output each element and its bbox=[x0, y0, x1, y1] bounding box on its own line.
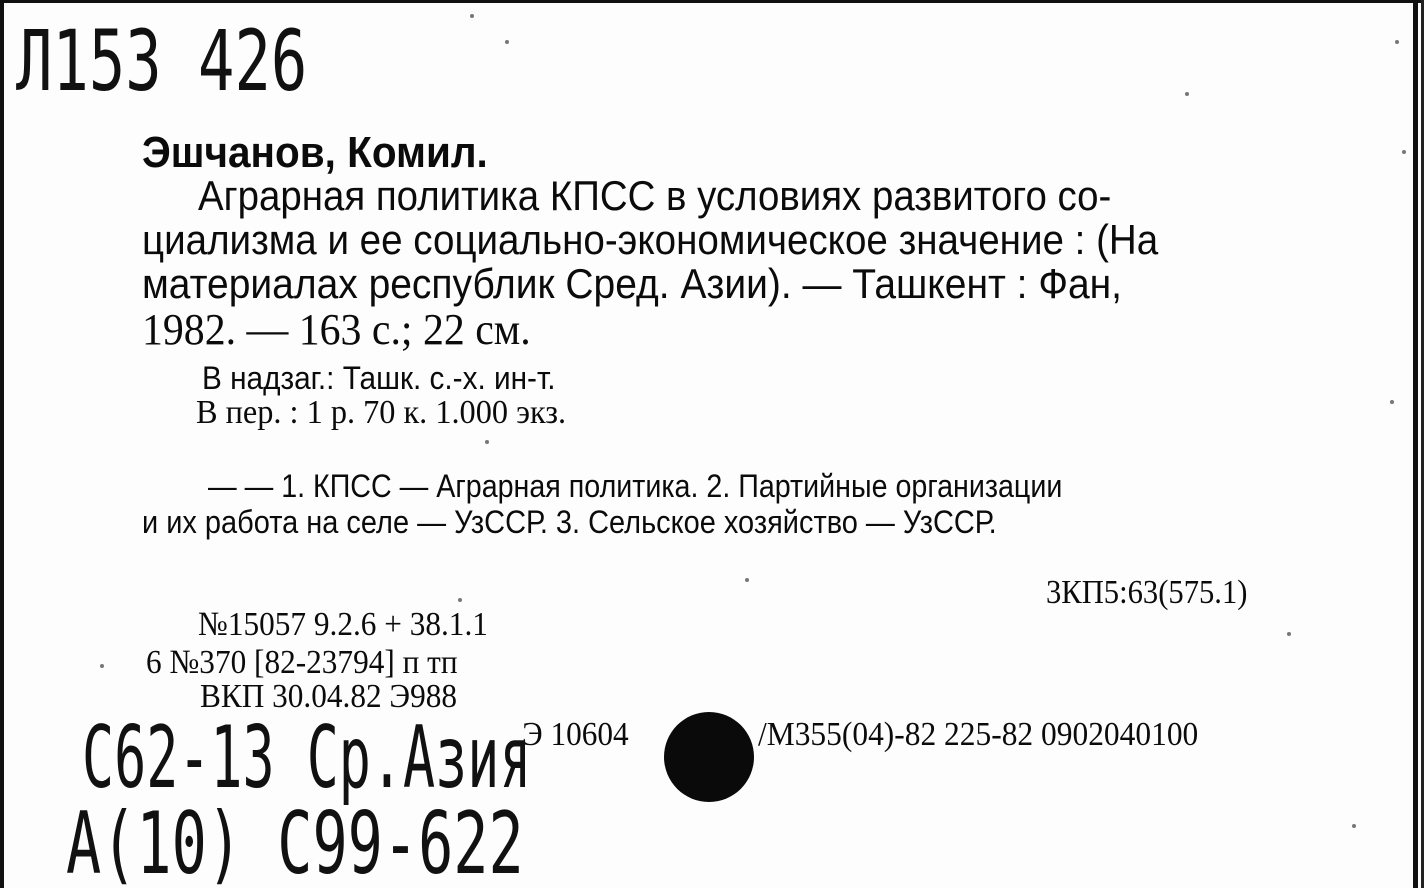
subject-line-2: и их работа на селе — УзССР. 3. Сельское хозяйство — УзССР. bbox=[142, 504, 997, 540]
handwritten-line-2: А(10) С99-622 bbox=[66, 794, 524, 894]
speck bbox=[1287, 632, 1291, 636]
handwritten-line-1: С62-13 Ср.Азия bbox=[82, 708, 532, 808]
speck bbox=[100, 664, 104, 668]
subject-line-1: — — 1. КПСС — Аграрная политика. 2. Партийные организации bbox=[208, 468, 1063, 504]
author-heading: Эшчанов, Комил. bbox=[142, 128, 488, 177]
index-code-right: /М355(04)-82 225-82 0902040100 bbox=[758, 716, 1199, 753]
speck bbox=[1185, 92, 1189, 96]
card-left-edge bbox=[0, 0, 4, 888]
card-top-edge bbox=[0, 0, 1424, 3]
note-price-line: В пер. : 1 р. 70 к. 1.000 экз. bbox=[196, 394, 567, 431]
speck bbox=[1352, 824, 1356, 828]
speck bbox=[745, 578, 749, 582]
speck bbox=[470, 14, 474, 18]
title-line-4: 1982. — 163 с.; 22 см. bbox=[142, 305, 531, 354]
card-right-edge bbox=[1413, 0, 1418, 888]
title-line-3: материалах республик Сред. Азии). — Ташкент : Фан, bbox=[142, 260, 1122, 307]
tech-line-3: ВКП 30.04.82 Э988 bbox=[200, 678, 458, 715]
speck bbox=[1390, 400, 1394, 404]
speck bbox=[505, 40, 509, 44]
tech-line-1: №15057 9.2.6 + 38.1.1 bbox=[198, 606, 488, 643]
punch-hole bbox=[664, 712, 754, 802]
shelf-mark: Л153 426 bbox=[16, 12, 308, 110]
speck bbox=[485, 440, 489, 444]
speck bbox=[1395, 40, 1399, 44]
index-code-left: Э 10604 bbox=[522, 716, 629, 753]
tech-line-2: 6 №370 [82-23794] п тп bbox=[146, 644, 458, 681]
speck bbox=[1402, 150, 1406, 154]
classification-code: 3КП5:63(575.1) bbox=[1046, 574, 1248, 611]
title-line-1: Аграрная политика КПСС в условиях развитого со- bbox=[198, 172, 1112, 219]
speck bbox=[458, 598, 462, 602]
note-heading-line: В надзаг.: Ташк. с.-х. ин-т. bbox=[202, 360, 556, 396]
title-line-2: циализма и ее социально-экономическое значение : (На bbox=[142, 216, 1159, 263]
